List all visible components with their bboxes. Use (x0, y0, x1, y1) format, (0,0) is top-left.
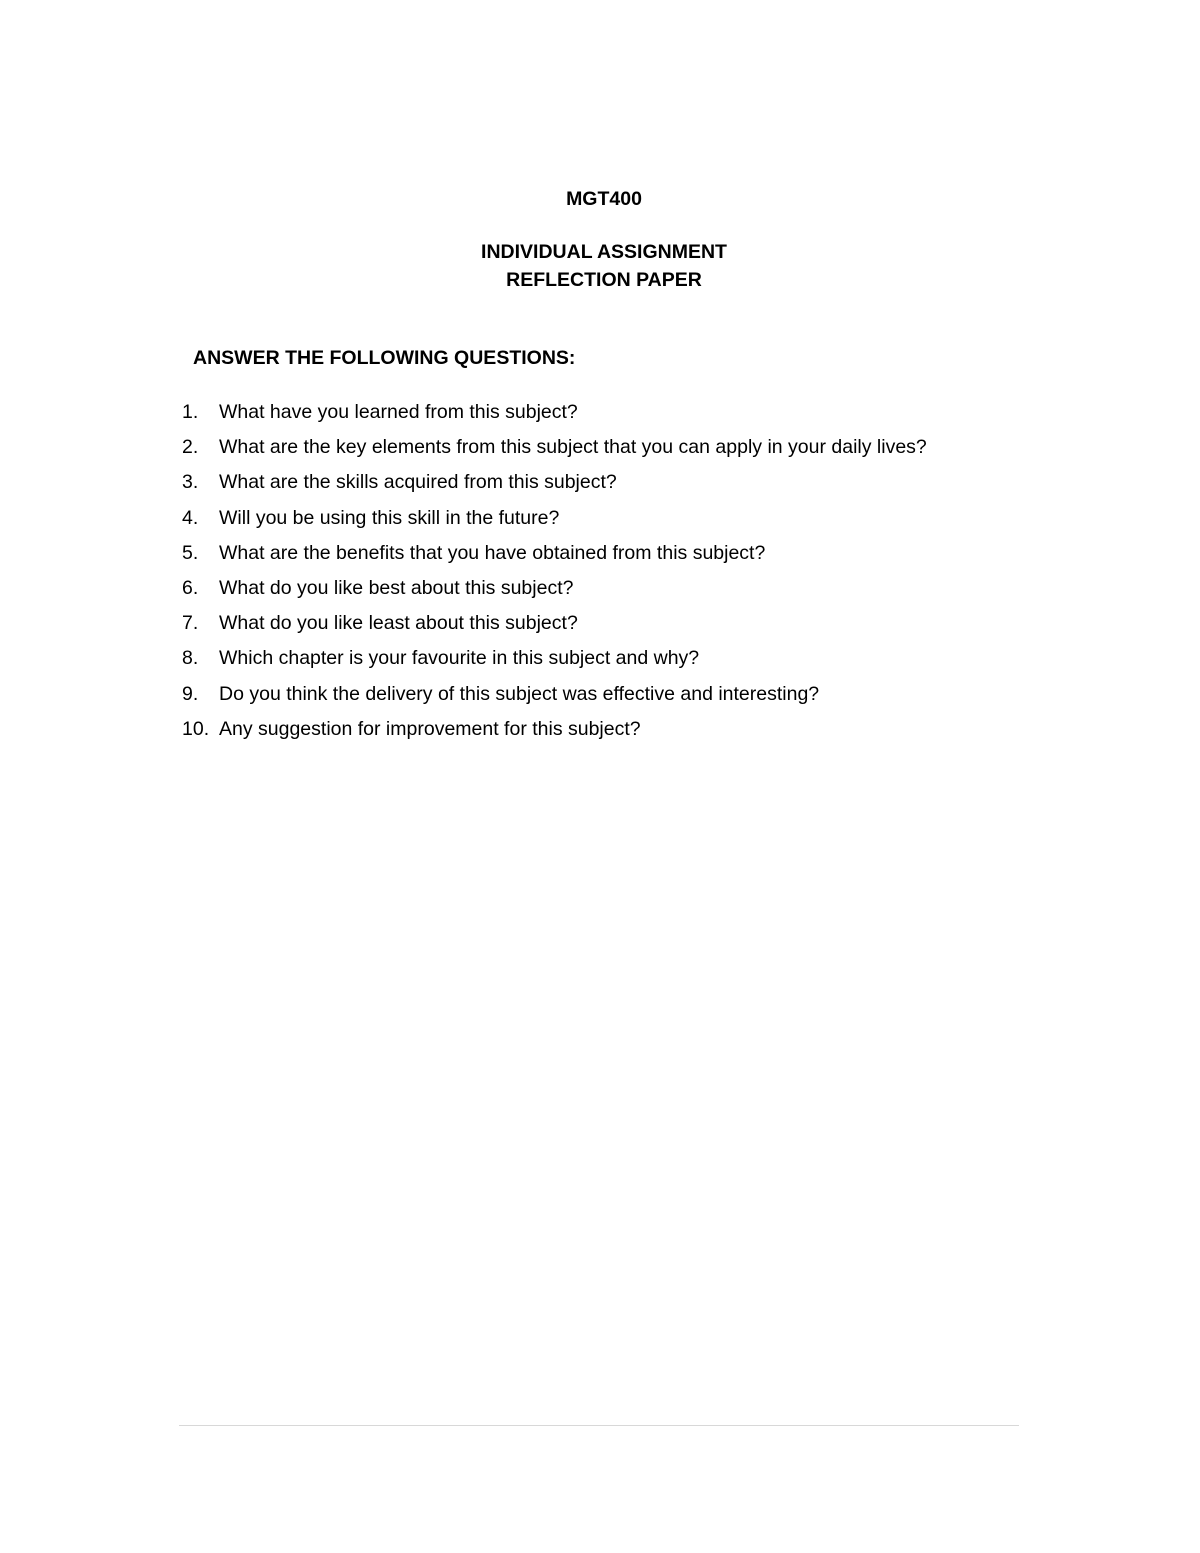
question-item (182, 434, 1082, 469)
question-number: 6. (182, 576, 199, 599)
question-text: What are the benefits that you have obtained from this subject? (219, 541, 766, 564)
question-number: 8. (182, 647, 199, 670)
instructions-heading: ANSWER THE FOLLOWING QUESTIONS: (193, 347, 576, 369)
footer-divider (179, 1425, 1019, 1426)
title-line-paper: REFLECTION PAPER (506, 269, 702, 291)
question-text: Will you be using this skill in the future? (219, 506, 560, 529)
question-text: Any suggestion for improvement for this subject? (219, 717, 641, 740)
question-number: 7. (182, 612, 199, 635)
assignment-title (0, 238, 1200, 294)
question-item (182, 399, 1082, 434)
title-line-assignment: INDIVIDUAL ASSIGNMENT (481, 241, 727, 263)
question-number: 1. (182, 401, 199, 423)
question-number: 10. (182, 717, 210, 740)
question-list (182, 399, 1082, 751)
question-number: 2. (182, 436, 199, 459)
question-text: What are the key elements from this subject that you can apply in your daily lives? (219, 436, 927, 459)
question-text: What have you learned from this subject? (219, 401, 578, 423)
question-item (182, 716, 1082, 751)
question-number: 5. (182, 541, 199, 564)
course-code: MGT400 (566, 188, 642, 210)
question-item (182, 540, 1082, 575)
question-item (182, 681, 1082, 716)
question-number: 4. (182, 506, 199, 529)
question-text: What are the skills acquired from this subject? (219, 471, 617, 494)
question-item (182, 610, 1082, 645)
question-item (182, 469, 1082, 504)
question-text: Which chapter is your favourite in this subject and why? (219, 647, 700, 670)
question-text: What do you like best about this subject? (219, 576, 574, 599)
question-item (182, 505, 1082, 540)
question-item (182, 645, 1082, 680)
question-item (182, 575, 1082, 610)
question-number: 9. (182, 682, 199, 705)
question-text: Do you think the delivery of this subject was effective and interesting? (219, 682, 820, 705)
question-number: 3. (182, 471, 199, 494)
question-text: What do you like least about this subject? (219, 612, 578, 635)
